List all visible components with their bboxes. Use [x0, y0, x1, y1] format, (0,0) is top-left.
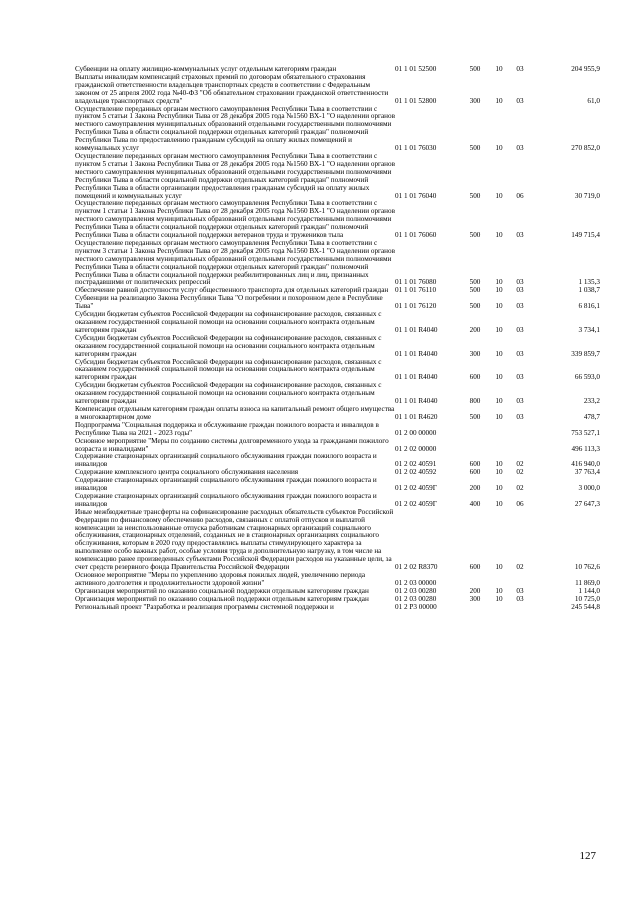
table-row	[75, 604, 600, 612]
row-name: Субвенции на реализацию Закона Республики Тыва "О погребении и похоронном деле в Республике Тыва"	[75, 294, 383, 311]
row-expense-type: 200	[469, 325, 481, 334]
page-number: 127	[579, 850, 596, 862]
row-amount: 204 955,9	[571, 65, 600, 73]
table-row	[75, 509, 600, 572]
row-name: Иные межбюджетные трансферты на софинансирование расходных обязательств субъектов Российской Федерации по финансовому обеспечению расходов, связанных с оплатой отпусков и выплатой компенсации за неиспользованные отпуска работникам стационарных организаций социального обслуживания, стационарных отделений, созданных не в стационарных организациях социального обслуживания, которым в 2020 году предоставлялись выплаты стимулирующего характера за выполнение особо важных работ, особые условия труда и дополнительную нагрузку, в том числе на компенсацию ранее произведенных субъектами Российской Федерации расходов на указанные цели, за счет средств резервного фонда Правительства Российской Федерации	[75, 507, 394, 572]
row-subsection: 02	[516, 460, 524, 469]
row-name: Осуществление переданных органам местного самоуправления Республики Тыва в соответствии с пунктом 5 статьи 1 Закона Республики Тыва от 28 декабря 2005 года №1560 ВХ-1 "О наделении органов местного самоуправления муниципальных образований отдельными государственными полномочиями Республики Тыва в области социальной поддержки отдельных категорий граждан" полномочий Республики Тыва в области организации предоставления гражданам субсидий на оплату жилых помещений и коммунальных услуг	[75, 151, 396, 200]
row-name: Основное мероприятие "Меры по созданию системы долговременного ухода за гражданами пожилого возраста и инвалидами"	[75, 436, 389, 453]
row-amount: 11 869,0	[575, 578, 600, 587]
row-subsection: 03	[516, 302, 524, 311]
row-subsection: 03	[516, 586, 524, 595]
table-row	[75, 295, 600, 311]
row-target-code: 01 2 02 4059Г	[395, 484, 437, 493]
row-amount: 1 135,3	[578, 278, 600, 287]
row-target-code: 01 1 01 R4040	[395, 373, 438, 382]
row-expense-type: 500	[469, 302, 481, 311]
budget-table	[75, 66, 600, 612]
row-section	[489, 572, 509, 588]
row-target-code: 01 2 02 4059Г	[395, 499, 437, 508]
row-expense-type: 500	[469, 412, 481, 421]
row-amount: 30 719,0	[574, 191, 600, 200]
table-row	[75, 453, 600, 469]
row-expense-type: 600	[469, 460, 481, 469]
row-expense-type: 500	[469, 231, 481, 240]
row-name: Осуществление переданных органам местного самоуправления Республики Тыва в соответствии с пунктом 1 статьи 1 Закона Республики Тыва от 28 декабря 2005 года №1560 ВХ-1 "О наделении органов местного самоуправления муниципальных образований отдельными государственными полномочиями Республики Тыва в области социальной поддержки отдельных категорий граждан" полномочий Республики Тыва в области социальной поддержки ветеранов труда и тружеников тыла	[75, 199, 396, 240]
row-amount: 416 940,0	[571, 460, 600, 469]
row-name: Осуществление переданных органам местного самоуправления Республики Тыва в соответствии с пунктом 3 статьи 1 Закона Республики Тыва от 28 декабря 2005 года №1560 ВХ-1 "О наделении органов местного самоуправления муниципальных образований отдельными государственными полномочиями Республики Тыва в области социальной поддержки отдельных категорий граждан" полномочий Республики Тыва в области социальной поддержки реабилитированных лиц и лиц, признанных пострадавшими от политических репрессий	[75, 238, 396, 287]
row-name: Региональный проект "Разработка и реализация программы системной поддержки и	[75, 602, 334, 611]
table-row	[75, 311, 600, 335]
row-expense-type: 300	[469, 349, 481, 358]
row-section: 10	[495, 302, 503, 311]
row-name: Содержание стационарных организаций социального обслуживания граждан пожилого возраста и инвалидов	[75, 476, 377, 493]
row-target-code: 01 1 01 76110	[395, 286, 437, 295]
row-section: 10	[495, 412, 503, 421]
row-subsection: 03	[516, 325, 524, 334]
row-expense-type: 500	[469, 65, 481, 73]
row-subsection: 02	[516, 484, 524, 493]
row-section: 10	[495, 349, 503, 358]
row-subsection	[509, 604, 531, 612]
row-name: Субсидии бюджетам субъектов Российской Федерации на софинансирование расходов, связанных с оказанием государственной социальной помощи на основании социального контракта отдельным категориям граждан	[75, 310, 382, 334]
row-subsection: 03	[516, 231, 524, 240]
row-target-code: 01 1 01 76040	[395, 191, 437, 200]
row-amount: 1 144,0	[578, 586, 600, 595]
row-target-code: 01 2 P3 00000	[395, 602, 437, 611]
row-name: Содержание комплексного центра социального обслуживания населения	[75, 468, 299, 477]
row-amount: 149 715,4	[571, 231, 600, 240]
row-target-code: 01 1 01 R4620	[395, 412, 438, 421]
row-section: 10	[495, 499, 503, 508]
row-expense-type: 200	[469, 586, 481, 595]
row-amount: 270 852,0	[571, 144, 600, 153]
row-section: 10	[495, 397, 503, 406]
table-row	[75, 106, 600, 153]
row-amount: 339 859,7	[571, 349, 600, 358]
row-name: Подпрограмма "Социальная поддержка и обслуживание граждан пожилого возраста и инвалидов в Республике Тыва на 2021 - 2023 годы"	[75, 420, 379, 437]
row-target-code: 01 1 01 76080	[395, 278, 437, 287]
row-section: 10	[495, 586, 503, 595]
row-target-code: 01 2 03 00280	[395, 594, 437, 603]
row-section: 10	[495, 484, 503, 493]
table-row	[75, 200, 600, 240]
row-amount: 61,0	[587, 96, 600, 105]
row-expense-type: 400	[469, 499, 481, 508]
table-row	[75, 477, 600, 493]
row-subsection: 03	[516, 144, 524, 153]
row-section: 10	[495, 144, 503, 153]
table-row	[75, 406, 600, 422]
row-section: 10	[495, 594, 503, 603]
row-name: Организация мероприятий по оказанию социальной поддержки отдельным категориям граждан	[75, 594, 369, 603]
row-subsection: 03	[516, 594, 524, 603]
row-target-code: 01 1 01 52500	[395, 65, 437, 73]
table-row	[75, 438, 600, 454]
row-name: Организация мероприятий по оказанию социальной поддержки отдельным категориям граждан	[75, 586, 369, 595]
row-expense-type: 500	[469, 144, 481, 153]
row-target-code: 01 2 02 R8370	[395, 563, 438, 572]
table-row	[75, 240, 600, 287]
row-section: 10	[495, 65, 503, 73]
table-row	[75, 153, 600, 200]
row-expense-type	[461, 572, 489, 588]
row-name: Содержание стационарных организаций социального обслуживания граждан пожилого возраста и инвалидов	[75, 491, 377, 508]
row-amount: 496 113,3	[571, 444, 600, 453]
row-section: 10	[495, 231, 503, 240]
row-name: Осуществление переданных органам местного самоуправления Республики Тыва в соответствии с пунктом 5 статьи 1 Закона Республики Тыва от 28 декабря 2005 года №1560 ВХ-1 "О наделении органов местного самоуправления муниципальных образований отдельными государственными полномочиями Республики Тыва в области социальной поддержки отдельных категорий граждан" полномочий Республики Тыва по предоставлению гражданам субсидий на оплату жилых помещений и коммунальных услуг	[75, 104, 396, 153]
row-expense-type	[461, 438, 489, 454]
row-name: Субвенции на оплату жилищно-коммунальных услуг отдельным категориям граждан	[75, 65, 337, 73]
row-section: 10	[495, 460, 503, 469]
row-name: Субсидии бюджетам субъектов Российской Федерации на софинансирование расходов, связанных с оказанием государственной социальной помощи на основании социального контракта отдельным категориям граждан	[75, 333, 382, 358]
row-target-code: 01 2 02 40592	[395, 468, 437, 477]
row-section: 10	[495, 191, 503, 200]
row-target-code: 01 1 01 76030	[395, 144, 437, 153]
table-row	[75, 572, 600, 588]
row-section: 10	[495, 286, 503, 295]
row-amount: 6 816,1	[578, 302, 600, 311]
table-row	[75, 74, 600, 106]
row-subsection: 06	[516, 191, 524, 200]
row-amount: 245 544,8	[571, 602, 600, 611]
row-name: Основное мероприятие "Меры по укреплению здоровья пожилых людей, увеличению периода активного долголетия и продолжительности здоровой жизни"	[75, 571, 366, 587]
table-row	[75, 493, 600, 509]
table-row	[75, 422, 600, 438]
row-expense-type	[461, 422, 489, 438]
row-subsection: 03	[516, 373, 524, 382]
row-amount: 3 000,0	[578, 484, 600, 493]
row-subsection: 03	[516, 349, 524, 358]
row-expense-type: 500	[469, 286, 481, 295]
budget-table-body	[75, 66, 600, 612]
row-target-code: 01 1 01 R4040	[395, 325, 438, 334]
row-subsection: 02	[516, 468, 524, 477]
row-section: 10	[495, 325, 503, 334]
row-section	[489, 422, 509, 438]
row-subsection: 03	[516, 412, 524, 421]
row-subsection: 03	[516, 96, 524, 105]
row-name: Обеспечение равной доступности услуг общественного транспорта для отдельных категорий граждан	[75, 286, 389, 295]
row-expense-type: 600	[469, 373, 481, 382]
row-expense-type: 500	[469, 191, 481, 200]
row-expense-type: 300	[469, 96, 481, 105]
row-section: 10	[495, 96, 503, 105]
row-name: Выплаты инвалидам компенсаций страховых премий по договорам обязательного страхования гражданской ответственности владельцев транспортных средств в соответствии с Федеральным законом от 25 апреля 2002 года №40-ФЗ "Об обязательном страховании гражданской ответственности владельцев транспортных средств"	[75, 72, 389, 105]
row-amount: 753 527,1	[571, 428, 600, 437]
row-section: 10	[495, 468, 503, 477]
row-subsection: 06	[516, 499, 524, 508]
row-section: 10	[495, 373, 503, 382]
row-target-code: 01 1 01 76120	[395, 302, 437, 311]
row-subsection: 02	[516, 563, 524, 572]
row-name: Субсидии бюджетам субъектов Российской Федерации на софинансирование расходов, связанных с оказанием государственной социальной помощи на основании социального контракта отдельным категориям граждан	[75, 357, 382, 382]
row-section: 10	[495, 563, 503, 572]
row-subsection: 03	[516, 65, 524, 73]
table-row	[75, 382, 600, 406]
row-expense-type: 800	[469, 397, 481, 406]
row-target-code: 01 2 03 00000	[395, 578, 437, 587]
row-target-code: 01 1 01 R4040	[395, 349, 438, 358]
row-amount: 10 762,6	[574, 563, 600, 572]
row-target-code: 01 1 01 52800	[395, 96, 437, 105]
row-target-code: 01 2 00 00000	[395, 428, 437, 437]
row-amount: 37 763,4	[574, 468, 600, 477]
row-subsection: 03	[516, 286, 524, 295]
row-expense-type	[461, 604, 489, 612]
row-section	[489, 604, 509, 612]
row-target-code: 01 2 02 40591	[395, 460, 437, 469]
row-amount: 478,7	[583, 412, 600, 421]
row-target-code: 01 2 02 00000	[395, 444, 437, 453]
row-amount: 3 734,1	[578, 325, 600, 334]
row-expense-type: 600	[469, 468, 481, 477]
row-name: Содержание стационарных организаций социального обслуживания граждан пожилого возраста и инвалидов	[75, 452, 377, 469]
row-name: Компенсация отдельным категориям граждан оплаты взноса на капитальный ремонт общего имущества в многоквартирном доме	[75, 404, 395, 421]
row-name: Субсидии бюджетам субъектов Российской Федерации на софинансирование расходов, связанных с оказанием государственной социальной помощи на основании социального контракта отдельным категориям граждан	[75, 381, 382, 406]
row-expense-type: 200	[469, 484, 481, 493]
row-expense-type: 300	[469, 594, 481, 603]
row-target-code: 01 2 03 00280	[395, 586, 437, 595]
table-row	[75, 359, 600, 383]
row-subsection: 03	[516, 397, 524, 406]
row-target-code: 01 1 01 76060	[395, 231, 437, 240]
row-subsection	[509, 438, 531, 454]
row-amount: 10 725,0	[574, 594, 600, 603]
row-expense-type: 600	[469, 563, 481, 572]
row-amount: 233,2	[583, 397, 600, 406]
row-subsection: 03	[516, 278, 524, 287]
row-target-code: 01 1 01 R4040	[395, 397, 438, 406]
table-row	[75, 335, 600, 359]
row-expense-type: 500	[469, 278, 481, 287]
row-section	[489, 438, 509, 454]
row-subsection	[509, 422, 531, 438]
row-subsection	[509, 572, 531, 588]
row-amount: 1 038,7	[578, 286, 600, 295]
row-section: 10	[495, 278, 503, 287]
row-amount: 66 593,0	[574, 373, 600, 382]
row-amount: 27 647,3	[574, 499, 600, 508]
